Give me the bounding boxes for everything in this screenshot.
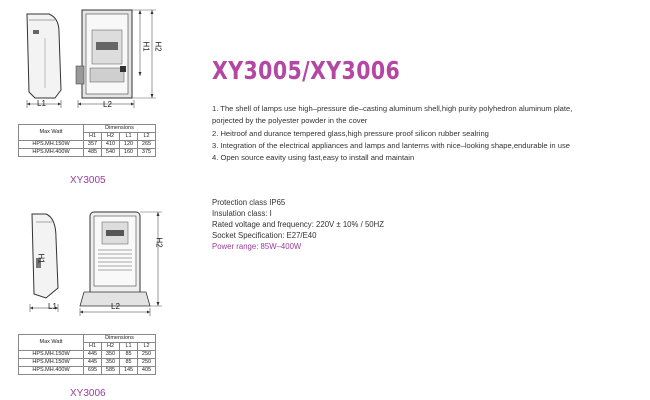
table-cell: 120 xyxy=(120,141,138,149)
table-cell: 485 xyxy=(84,149,102,157)
table-cell: 445 xyxy=(84,359,102,367)
xy3005-dim-l1-label: L1 xyxy=(37,99,46,108)
xy3006-dim-l2-label: L2 xyxy=(111,302,120,311)
table-cell: 250 xyxy=(138,351,156,359)
table-row xyxy=(19,149,156,157)
table-cell: 160 xyxy=(120,149,138,157)
table-cell: HPS.MH.150W xyxy=(19,141,84,149)
xy3006-caption: XY3006 xyxy=(70,388,106,399)
dimensions-header: Dimensions xyxy=(84,125,156,133)
table-cell: 410 xyxy=(102,141,120,149)
col-header: H2 xyxy=(102,343,120,351)
table-cell: 265 xyxy=(138,141,156,149)
xy3005-dim-l2-label: L2 xyxy=(103,100,112,109)
xy3005-front-view-drawing xyxy=(72,6,172,116)
product-title: XY3005/XY3006 xyxy=(212,56,401,85)
max-watt-header: Max Watt xyxy=(19,335,84,351)
table-row xyxy=(19,351,156,359)
feature-line: 3. Integration of the electrical appliances and lamps and lanterns with nice–looking shape,endurable in use xyxy=(212,140,570,150)
table-header-row xyxy=(19,125,156,133)
feature-line: 2. Heitroof and durance tempered glass,high pressure proof silicon rubber sealring xyxy=(212,128,489,138)
xy3006-dimension-table xyxy=(18,334,156,375)
table-cell: HPS.MH.150W xyxy=(19,359,84,367)
feature-line: 4. Open source eavity using fast,easy to install and maintain xyxy=(212,153,415,163)
table-cell: 85 xyxy=(120,351,138,359)
table-cell: 357 xyxy=(84,141,102,149)
table-cell: 375 xyxy=(138,149,156,157)
xy3005-dim-h1-label: H1 xyxy=(141,41,151,52)
table-row xyxy=(19,359,156,367)
insulation-class: Insulation class: I xyxy=(212,209,272,218)
power-range: Power range: 85W–400W xyxy=(212,242,302,251)
xy3006-front-view-drawing xyxy=(76,206,176,318)
table-cell: HPS.MH.400W xyxy=(19,149,84,157)
features-list xyxy=(212,103,642,164)
max-watt-header: Max Watt xyxy=(19,125,84,141)
table-cell: 540 xyxy=(102,149,120,157)
xy3005-side-view-drawing xyxy=(15,8,75,113)
xy3005-dim-h2-label: H2 xyxy=(153,41,163,52)
table-header-row xyxy=(19,335,156,343)
feature-line: 1. The shell of lamps use high–pressure die–casting aluminum shell,high purity polyhedron aluminum plate, xyxy=(212,104,573,113)
col-header: H2 xyxy=(102,133,120,141)
table-cell: HPS.MH.400W xyxy=(19,367,84,375)
table-cell: HPS.MH.150W xyxy=(19,351,84,359)
xy3005-caption: XY3005 xyxy=(70,175,106,186)
table-cell: 350 xyxy=(102,359,120,367)
table-cell: 250 xyxy=(138,359,156,367)
xy3006-dim-l1-label: L1 xyxy=(48,302,57,311)
table-cell: 350 xyxy=(102,351,120,359)
protection-class: Protection class IP65 xyxy=(212,198,286,207)
table-cell: 585 xyxy=(102,367,120,375)
table-row xyxy=(19,141,156,149)
xy3006-dim-h1-label: H1 xyxy=(36,253,46,264)
col-header: L1 xyxy=(120,343,138,351)
table-cell: 445 xyxy=(84,351,102,359)
xy3005-dimension-table xyxy=(18,124,156,157)
col-header: L2 xyxy=(138,133,156,141)
table-cell: 145 xyxy=(120,367,138,375)
col-header: H1 xyxy=(84,133,102,141)
table-cell: 405 xyxy=(138,367,156,375)
xy3006-dim-h2-label: H2 xyxy=(154,237,164,248)
rated-voltage: Rated voltage and frequency: 220V ± 10% / 50HZ xyxy=(212,220,385,229)
specifications-block xyxy=(212,197,384,252)
col-header: L1 xyxy=(120,133,138,141)
feature-line: porjected by the polyester powder in the cover xyxy=(212,116,368,126)
table-cell: 85 xyxy=(120,359,138,367)
table-cell: 695 xyxy=(84,367,102,375)
col-header: L2 xyxy=(138,343,156,351)
col-header: H1 xyxy=(84,343,102,351)
socket-spec: Socket Specification: E27/E40 xyxy=(212,231,317,240)
table-row xyxy=(19,367,156,375)
dimensions-header: Dimensions xyxy=(84,335,156,343)
